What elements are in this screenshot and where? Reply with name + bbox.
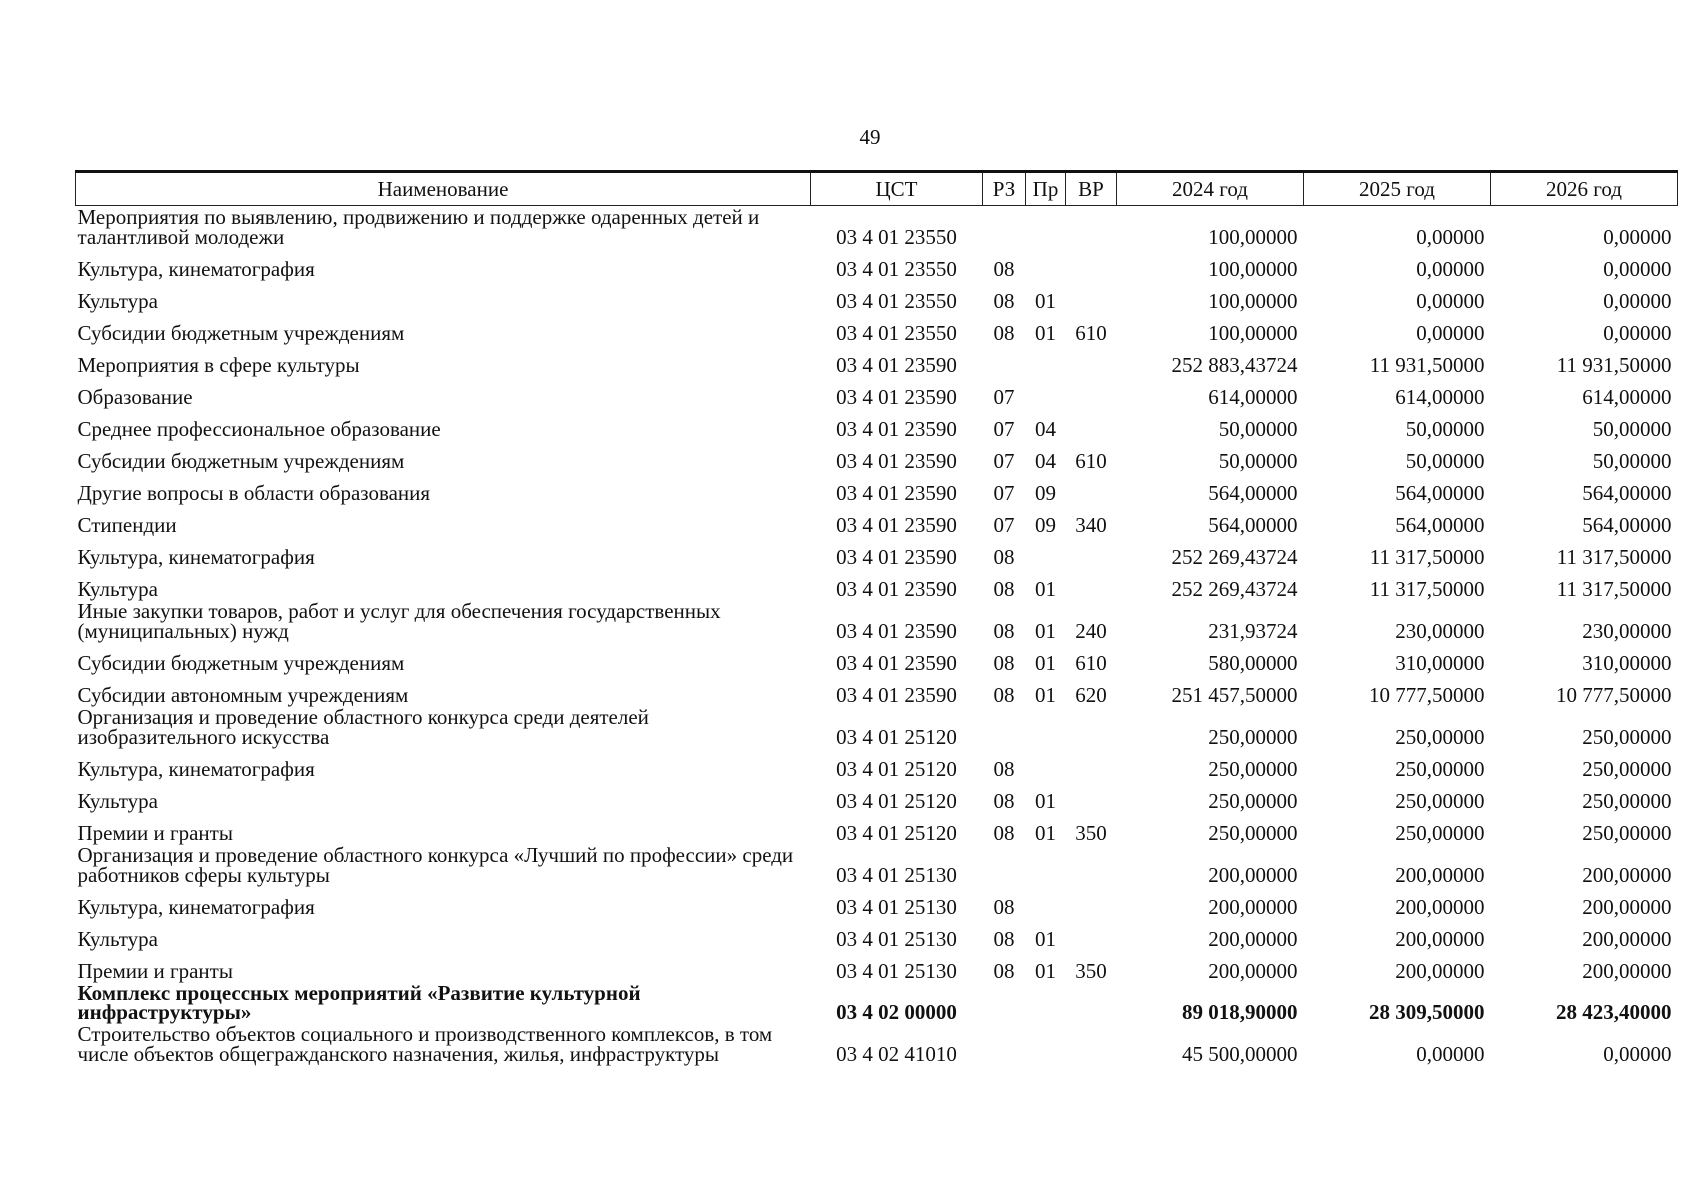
cell-cst: 03 4 01 23590: [836, 352, 957, 377]
table-row: [76, 568, 1678, 600]
cell-vr: [1066, 982, 1117, 1024]
cell-y2025: 11 317,50000: [1369, 576, 1485, 601]
cell-vr: [1066, 844, 1117, 886]
cell-name: Субсидии бюджетным учреждениям: [77, 650, 405, 675]
cell-vr: [1066, 344, 1117, 376]
cell-pr: [1026, 1023, 1066, 1065]
cell-name: Культура, кинематография: [77, 256, 315, 281]
cell-pr: 01: [1035, 788, 1056, 813]
cell-y2025: 250,00000: [1395, 756, 1485, 781]
cell-rz: 07: [993, 512, 1015, 537]
cell-pr: 01: [1035, 926, 1056, 951]
cell-cst: 03 4 01 25130: [836, 926, 957, 951]
table-row: [76, 472, 1678, 504]
cell-y2025: 200,00000: [1395, 958, 1485, 983]
cell-y2024: 45 500,00000: [1182, 1042, 1298, 1067]
cell-vr: 350: [1075, 820, 1107, 845]
cell-rz: 07: [993, 448, 1015, 473]
cell-y2025: 11 317,50000: [1369, 544, 1485, 569]
cell-vr: [1066, 536, 1117, 568]
cell-y2025: 230,00000: [1395, 618, 1485, 643]
cell-cst: 03 4 01 23590: [836, 384, 957, 409]
cell-y2026: 250,00000: [1582, 788, 1672, 813]
cell-rz: [983, 344, 1026, 376]
cell-name: Культура: [77, 288, 158, 313]
cell-y2026: 250,00000: [1582, 724, 1672, 749]
cell-vr: [1066, 376, 1117, 408]
cell-name: Среднее профессиональное образование: [77, 416, 441, 441]
cell-y2025: 11 931,50000: [1369, 352, 1485, 377]
cell-rz: 08: [993, 894, 1015, 919]
cell-y2025: 614,00000: [1395, 384, 1485, 409]
cell-y2024: 100,00000: [1208, 224, 1298, 249]
cell-y2026: 0,00000: [1603, 256, 1672, 281]
header-vr: ВР: [1066, 172, 1117, 206]
cell-cst: 03 4 01 23590: [836, 576, 957, 601]
cell-y2026: 310,00000: [1582, 650, 1672, 675]
cell-y2025: 200,00000: [1395, 862, 1485, 887]
table-row: [76, 950, 1678, 982]
cell-name: Культура, кинематография: [77, 756, 315, 781]
cell-name: Стипендии: [77, 512, 177, 537]
cell-y2025: 310,00000: [1395, 650, 1485, 675]
cell-pr: 01: [1035, 820, 1056, 845]
cell-pr: 04: [1035, 448, 1056, 473]
cell-y2024: 231,93724: [1208, 618, 1298, 643]
table-row: [76, 206, 1678, 248]
cell-cst: 03 4 01 25120: [836, 756, 957, 781]
cell-vr: [1066, 280, 1117, 312]
table-row: [76, 748, 1678, 780]
cell-pr: [1026, 982, 1066, 1024]
cell-y2024: 250,00000: [1208, 724, 1298, 749]
table-row: [76, 844, 1678, 886]
cell-y2025: 250,00000: [1395, 788, 1485, 813]
cell-pr: [1026, 206, 1066, 248]
cell-name: Культура: [77, 926, 158, 951]
table-row: [76, 504, 1678, 536]
cell-rz: 08: [993, 788, 1015, 813]
cell-y2025: 0,00000: [1416, 288, 1485, 313]
cell-cst: 03 4 01 23590: [836, 480, 957, 505]
cell-rz: [983, 844, 1026, 886]
cell-y2025: 200,00000: [1395, 894, 1485, 919]
cell-y2026: 0,00000: [1603, 288, 1672, 313]
cell-vr: 240: [1075, 618, 1107, 643]
cell-vr: 610: [1075, 448, 1107, 473]
cell-y2026: 50,00000: [1592, 448, 1672, 473]
cell-cst: 03 4 01 23550: [836, 256, 957, 281]
cell-y2024: 564,00000: [1208, 480, 1298, 505]
cell-name: Культура: [77, 788, 158, 813]
cell-name: Премии и гранты: [77, 820, 233, 845]
cell-cst: 03 4 01 23550: [836, 224, 957, 249]
cell-y2024: 100,00000: [1208, 256, 1298, 281]
cell-rz: 08: [993, 576, 1015, 601]
table-row: [76, 780, 1678, 812]
table-row: [76, 982, 1678, 1024]
cell-y2026: 200,00000: [1582, 926, 1672, 951]
cell-y2024: 252 883,43724: [1171, 352, 1298, 377]
cell-rz: [983, 982, 1026, 1024]
cell-y2025: 50,00000: [1405, 448, 1485, 473]
header-2026: 2026 год: [1491, 172, 1678, 206]
cell-y2025: 564,00000: [1395, 480, 1485, 505]
cell-pr: [1026, 344, 1066, 376]
cell-cst: 03 4 01 25120: [836, 724, 957, 749]
cell-name: Субсидии автономным учреждениям: [77, 682, 409, 707]
cell-rz: [983, 206, 1026, 248]
cell-vr: [1066, 780, 1117, 812]
cell-y2026: 0,00000: [1603, 224, 1672, 249]
cell-vr: 610: [1075, 320, 1107, 345]
cell-rz: 08: [993, 820, 1015, 845]
table-body: [76, 206, 1678, 1066]
cell-pr: 01: [1035, 650, 1056, 675]
header-pr: Пр: [1026, 172, 1066, 206]
cell-y2024: 614,00000: [1208, 384, 1298, 409]
cell-cst: 03 4 01 25130: [836, 894, 957, 919]
cell-y2026: 10 777,50000: [1556, 682, 1672, 707]
cell-cst: 03 4 01 23590: [836, 512, 957, 537]
cell-pr: 04: [1035, 416, 1056, 441]
cell-y2025: 0,00000: [1416, 1042, 1485, 1067]
cell-y2025: 564,00000: [1395, 512, 1485, 537]
cell-y2025: 250,00000: [1395, 724, 1485, 749]
cell-name: Мероприятия по выявлению, продвижению и поддержке одаренных детей и талантливой молодежи: [77, 205, 760, 249]
cell-y2024: 250,00000: [1208, 788, 1298, 813]
header-name: Наименование: [76, 172, 811, 206]
cell-y2024: 580,00000: [1208, 650, 1298, 675]
cell-cst: 03 4 01 23550: [836, 320, 957, 345]
cell-vr: 610: [1075, 650, 1107, 675]
cell-pr: [1026, 376, 1066, 408]
cell-rz: [983, 1023, 1026, 1065]
cell-pr: [1026, 248, 1066, 280]
table-row: [76, 536, 1678, 568]
cell-cst: 03 4 01 23590: [836, 544, 957, 569]
cell-vr: [1066, 706, 1117, 748]
cell-y2024: 564,00000: [1208, 512, 1298, 537]
cell-y2024: 200,00000: [1208, 894, 1298, 919]
cell-rz: 08: [993, 256, 1015, 281]
cell-y2024: 200,00000: [1208, 926, 1298, 951]
cell-cst: 03 4 02 41010: [836, 1042, 957, 1067]
cell-rz: 08: [993, 958, 1015, 983]
cell-y2024: 251 457,50000: [1171, 682, 1298, 707]
cell-y2025: 10 777,50000: [1369, 682, 1485, 707]
cell-y2026: 11 317,50000: [1556, 544, 1672, 569]
cell-y2024: 50,00000: [1218, 448, 1298, 473]
cell-y2024: 252 269,43724: [1171, 576, 1298, 601]
cell-vr: 340: [1075, 512, 1107, 537]
cell-vr: [1066, 472, 1117, 504]
cell-y2024: 89 018,90000: [1182, 1000, 1298, 1025]
cell-cst: 03 4 01 23590: [836, 682, 957, 707]
cell-rz: 08: [993, 926, 1015, 951]
table-row: [76, 886, 1678, 918]
cell-rz: 07: [993, 480, 1015, 505]
cell-y2025: 0,00000: [1416, 256, 1485, 281]
cell-rz: 07: [993, 384, 1015, 409]
cell-pr: [1026, 706, 1066, 748]
header-2025: 2025 год: [1304, 172, 1491, 206]
cell-y2026: 11 931,50000: [1556, 352, 1672, 377]
cell-cst: 03 4 01 25120: [836, 788, 957, 813]
cell-y2024: 252 269,43724: [1171, 544, 1298, 569]
cell-rz: 08: [993, 650, 1015, 675]
cell-rz: 08: [993, 756, 1015, 781]
cell-y2026: 564,00000: [1582, 480, 1672, 505]
cell-pr: 01: [1035, 320, 1056, 345]
header-cst: ЦСТ: [811, 172, 983, 206]
budget-table: [75, 170, 1678, 1065]
cell-pr: [1026, 748, 1066, 780]
cell-y2024: 100,00000: [1208, 288, 1298, 313]
cell-vr: 620: [1075, 682, 1107, 707]
cell-y2025: 0,00000: [1416, 224, 1485, 249]
cell-pr: 01: [1035, 958, 1056, 983]
cell-vr: [1066, 1023, 1117, 1065]
table-row: [76, 280, 1678, 312]
cell-rz: 08: [993, 320, 1015, 345]
cell-y2025: 50,00000: [1405, 416, 1485, 441]
cell-pr: [1026, 886, 1066, 918]
table-header: [76, 172, 1678, 206]
cell-pr: 01: [1035, 288, 1056, 313]
table-row: [76, 812, 1678, 844]
cell-y2026: 250,00000: [1582, 820, 1672, 845]
table-row: [76, 312, 1678, 344]
cell-pr: 01: [1035, 618, 1056, 643]
cell-pr: [1026, 844, 1066, 886]
table-row: [76, 918, 1678, 950]
cell-y2026: 200,00000: [1582, 958, 1672, 983]
cell-vr: 350: [1075, 958, 1107, 983]
cell-y2025: 200,00000: [1395, 926, 1485, 951]
cell-rz: 08: [993, 288, 1015, 313]
cell-cst: 03 4 01 23590: [836, 448, 957, 473]
cell-name: Образование: [77, 384, 193, 409]
cell-y2026: 614,00000: [1582, 384, 1672, 409]
table-row: [76, 642, 1678, 674]
cell-name: Культура, кинематография: [77, 894, 315, 919]
cell-vr: [1066, 886, 1117, 918]
cell-cst: 03 4 01 25120: [836, 820, 957, 845]
cell-name: Иные закупки товаров, работ и услуг для обеспечения государственных (муниципальных) нужд: [77, 598, 721, 643]
cell-y2024: 250,00000: [1208, 756, 1298, 781]
cell-pr: 09: [1035, 512, 1056, 537]
cell-name: Другие вопросы в области образования: [77, 480, 431, 505]
cell-vr: [1066, 568, 1117, 600]
cell-y2024: 100,00000: [1208, 320, 1298, 345]
cell-vr: [1066, 408, 1117, 440]
cell-name: Организация и проведение областного конкурса среди деятелей изобразительного искусства: [77, 704, 649, 749]
cell-y2026: 11 317,50000: [1556, 576, 1672, 601]
cell-rz: 08: [993, 544, 1015, 569]
cell-y2024: 200,00000: [1208, 958, 1298, 983]
header-rz: РЗ: [983, 172, 1026, 206]
cell-pr: 09: [1035, 480, 1056, 505]
cell-y2024: 250,00000: [1208, 820, 1298, 845]
cell-vr: [1066, 206, 1117, 248]
cell-y2026: 0,00000: [1603, 1042, 1672, 1067]
cell-y2026: 50,00000: [1592, 416, 1672, 441]
cell-pr: 01: [1035, 576, 1056, 601]
cell-y2024: 50,00000: [1218, 416, 1298, 441]
cell-y2026: 250,00000: [1582, 756, 1672, 781]
table-row: [76, 674, 1678, 706]
cell-vr: [1066, 248, 1117, 280]
cell-cst: 03 4 02 00000: [836, 1000, 957, 1025]
cell-y2024: 200,00000: [1208, 862, 1298, 887]
cell-name: Строительство объектов социального и производственного комплексов, в том числе объектов общегражданского назначения, жилья, инфраструктуры: [77, 1022, 773, 1067]
cell-y2026: 200,00000: [1582, 894, 1672, 919]
cell-name: Мероприятия в сфере культуры: [77, 352, 360, 377]
cell-rz: [983, 706, 1026, 748]
table-row: [76, 600, 1678, 642]
cell-y2026: 230,00000: [1582, 618, 1672, 643]
cell-name: Комплекс процессных мероприятий «Развитие культурной инфраструктуры»: [77, 980, 641, 1025]
cell-vr: [1066, 918, 1117, 950]
cell-cst: 03 4 01 23590: [836, 618, 957, 643]
cell-cst: 03 4 01 23550: [836, 288, 957, 313]
cell-name: Культура: [77, 576, 158, 601]
cell-pr: 01: [1035, 682, 1056, 707]
cell-name: Субсидии бюджетным учреждениям: [77, 320, 405, 345]
cell-y2026: 564,00000: [1582, 512, 1672, 537]
header-2024: 2024 год: [1117, 172, 1304, 206]
cell-cst: 03 4 01 23590: [836, 650, 957, 675]
cell-rz: 07: [993, 416, 1015, 441]
table-row: [76, 344, 1678, 376]
cell-cst: 03 4 01 25130: [836, 958, 957, 983]
cell-name: Субсидии бюджетным учреждениям: [77, 448, 405, 473]
cell-pr: [1026, 536, 1066, 568]
table-row: [76, 248, 1678, 280]
cell-y2026: 28 423,40000: [1556, 1000, 1672, 1025]
table-row: [76, 706, 1678, 748]
cell-y2025: 28 309,50000: [1369, 1000, 1485, 1025]
table-row: [76, 440, 1678, 472]
table-row: [76, 408, 1678, 440]
cell-cst: 03 4 01 23590: [836, 416, 957, 441]
cell-y2025: 0,00000: [1416, 320, 1485, 345]
cell-name: Организация и проведение областного конкурса «Лучший по профессии» среди работников сферы культуры: [77, 842, 794, 887]
table-row: [76, 1023, 1678, 1065]
cell-rz: 08: [993, 682, 1015, 707]
cell-y2026: 200,00000: [1582, 862, 1672, 887]
cell-name: Премии и гранты: [77, 958, 233, 983]
cell-rz: 08: [993, 618, 1015, 643]
cell-y2025: 250,00000: [1395, 820, 1485, 845]
cell-name: Культура, кинематография: [77, 544, 315, 569]
cell-y2026: 0,00000: [1603, 320, 1672, 345]
cell-vr: [1066, 748, 1117, 780]
table-row: [76, 376, 1678, 408]
page-number: 49: [859, 125, 881, 149]
cell-cst: 03 4 01 25130: [836, 862, 957, 887]
